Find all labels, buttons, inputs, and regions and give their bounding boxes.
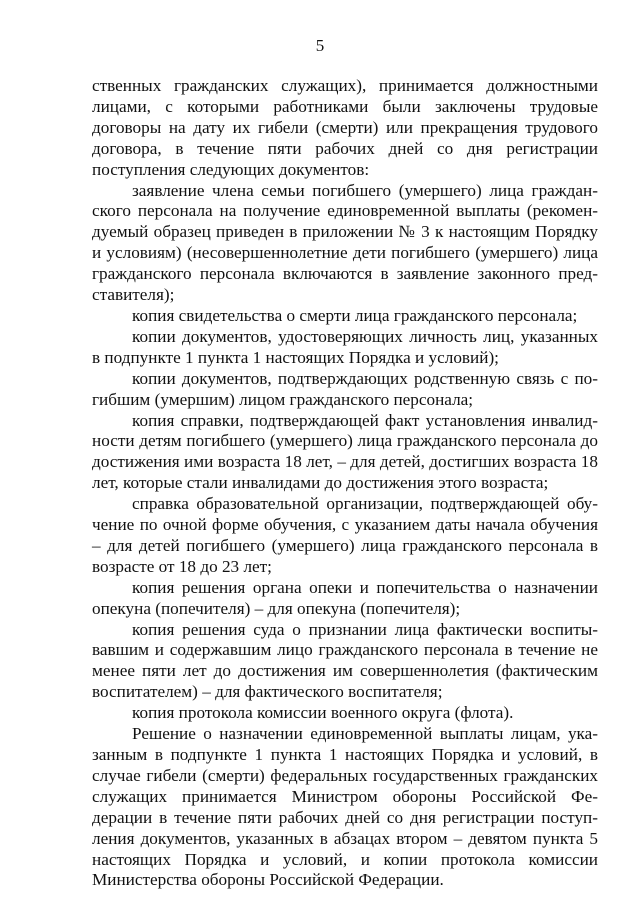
paragraph-7: справка образовательной организации, подтверждающей обучение по очной форме обучения, с указанием даты начала обучения – для детей погибшего (умершего) лица гражданского персонала в возрасте от 18 до 23 лет; (92, 494, 598, 576)
paragraph-5: копии документов, подтверждающих родственную связь с погибшим (умершим) лицом гражданского персонала; (92, 368, 598, 409)
paragraph-10: копия протокола комиссии военного округа (флота). (132, 703, 514, 723)
document-body (92, 76, 598, 891)
paragraph-8: копия решения органа опеки и попечительства о назначении опекуна (попечителя) – для опекуна (попечителя); (92, 577, 598, 618)
paragraph-1: ственных гражданских служащих), принимается должностными лицами, с которыми работниками были заключены трудовые договоры на дату их гибели (смерти) или прекращения трудового договора, в течение пяти рабочих дней со дня регистрации поступления следующих документов: (92, 76, 598, 179)
paragraph-9: копия решения суда о признании лица фактически воспитывавшим и содержавшим лицо гражданского персонала в течение не менее пяти лет до достижения им совершеннолетия (фактическим воспитателем) – для фактического воспитателя; (92, 619, 598, 702)
paragraph-3: копия свидетельства о смерти лица гражданского персонала; (132, 305, 578, 325)
paragraph-6: копия справки, подтверждающей факт установления инвалидности детям погибшего (умершего) лица гражданского персонала до достижения ими возраста 18 лет, – для детей, достигших возраста 18 лет, которые стали инвалидами до достижения этого возраста; (92, 410, 598, 493)
paragraph-2: заявление члена семьи погибшего (умершего) лица гражданского персонала на получение единовременной выплаты (рекомендуемый образец приведен в приложении № 3 к настоящим Порядку и условиям) (несовершеннолетние дети погибшего (умершего) лица гражданского персонала включаются в заявление законного представителя); (92, 180, 598, 305)
page-number: 5 (315, 36, 325, 55)
paragraph-11: Решение о назначении единовременной выплаты лицам, указанным в подпункте 1 пункта 1 настоящих Порядка и условий, в случае гибели (смерти) федеральных государственных гражданских служащих принимается Министром обороны Российской Федерации в течение пяти рабочих дней со дня регистрации поступления документов, указанных в абзацах втором – девятом пункта 5 настоящих Порядка и условий, и копии протокола комиссии Министерства обороны Российской Федерации. (92, 724, 598, 890)
paragraph-4: копии документов, удостоверяющих личность лиц, указанных в подпункте 1 пункта 1 настоящих Порядка и условий); (92, 326, 598, 367)
